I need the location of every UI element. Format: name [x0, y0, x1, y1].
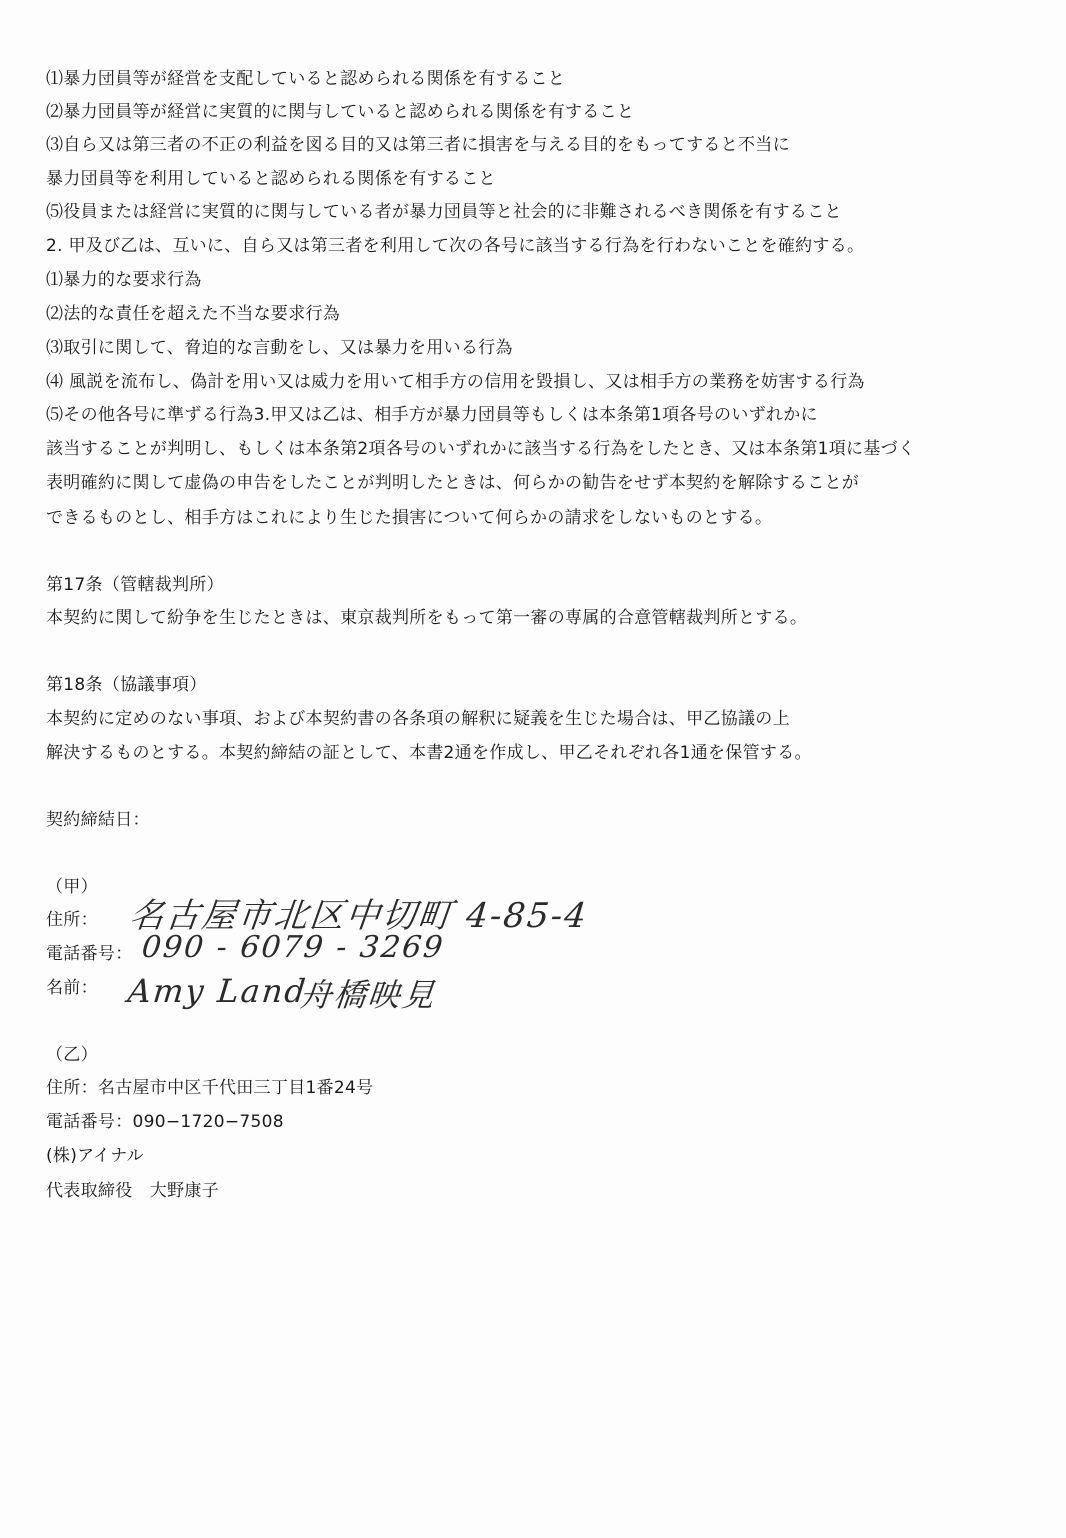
party-a-name-handwritten-latin: Amy Land — [126, 972, 310, 1010]
clause-line-2: ⑵暴力団員等が経営に実質的に関与していると認められる関係を有すること — [46, 102, 635, 122]
clause-line-1: ⑴暴力団員等が経営を支配していると認められる関係を有すること — [46, 69, 565, 89]
party-a-address-label: 住所： — [46, 910, 98, 930]
article-18-body-1: 本契約に定めのない事項、および本契約書の各条項の解釈に疑義を生じた場合は、甲乙協議の上 — [46, 709, 790, 729]
article-17-body: 本契約に関して紛争を生じたときは、東京裁判所をもって第一審の専属的合意管轄裁判所とする。 — [46, 608, 808, 628]
article-17-heading: 第17条（管轄裁判所） — [46, 575, 224, 595]
clause-line-11: ⑸その他各号に準ずる行為3.甲又は乙は、相手方が暴力団員等もしくは本条第1項各号のいずれかに — [46, 405, 818, 425]
article-18-heading: 第18条（協議事項） — [46, 675, 207, 695]
party-a-phone-label: 電話番号： — [46, 944, 133, 964]
party-a-name-handwritten-kanji: 舟橋映見 — [297, 976, 438, 1014]
clause-line-13: 表明確約に関して虚偽の申告をしたことが判明したときは、何らかの勧告をせず本契約を解除することが — [46, 473, 860, 493]
party-b-label: （乙） — [46, 1045, 98, 1065]
clause-line-14: できるものとし、相手方はこれにより生じた損害について何らかの請求をしないものとする。 — [46, 508, 773, 528]
contract-date-label: 契約締結日： — [46, 810, 150, 830]
clause-line-4: 暴力団員等を利用していると認められる関係を有すること — [46, 169, 496, 189]
party-b-company: (株)アイナル — [46, 1146, 144, 1166]
party-a-label: （甲） — [46, 877, 98, 897]
party-b-phone: 電話番号：090−1720−7508 — [46, 1112, 284, 1132]
clause-line-8: ⑵法的な責任を超えた不当な要求行為 — [46, 304, 341, 324]
clause-line-7: ⑴暴力的な要求行為 — [46, 270, 202, 290]
party-a-address-handwritten: 名古屋市北区中切町 4-85-4 — [127, 896, 591, 936]
party-a-phone-handwritten: 090 - 6079 - 3269 — [140, 930, 447, 965]
article-18-body-2: 解決するものとする。本契約締結の証として、本書2通を作成し、甲乙それぞれ各1通を保管する。 — [46, 743, 812, 763]
clause-line-12: 該当することが判明し、もしくは本条第2項各号のいずれかに該当する行為をしたとき、又は本条第1項に基づく — [46, 439, 916, 459]
clause-line-9: ⑶取引に関して、脅迫的な言動をし、又は暴力を用いる行為 — [46, 338, 513, 358]
party-a-name-label: 名前： — [46, 978, 98, 998]
party-b-address: 住所：名古屋市中区千代田三丁目1番24号 — [46, 1078, 374, 1098]
clause-line-10: ⑷ 風説を流布し、偽計を用い又は威力を用いて相手方の信用を毀損し、又は相手方の業務を妨害する行為 — [46, 372, 865, 392]
party-b-representative: 代表取締役 大野康子 — [46, 1181, 219, 1201]
clause-line-3: ⑶自ら又は第三者の不正の利益を図る目的又は第三者に損害を与える目的をもってすると不当に — [46, 135, 790, 155]
clause-line-6: 2. 甲及び乙は、互いに、自ら又は第三者を利用して次の各号に該当する行為を行わないことを確約する。 — [46, 236, 865, 256]
clause-line-5: ⑸役員または経営に実質的に関与している者が暴力団員等と社会的に非難されるべき関係を有すること — [46, 202, 842, 222]
